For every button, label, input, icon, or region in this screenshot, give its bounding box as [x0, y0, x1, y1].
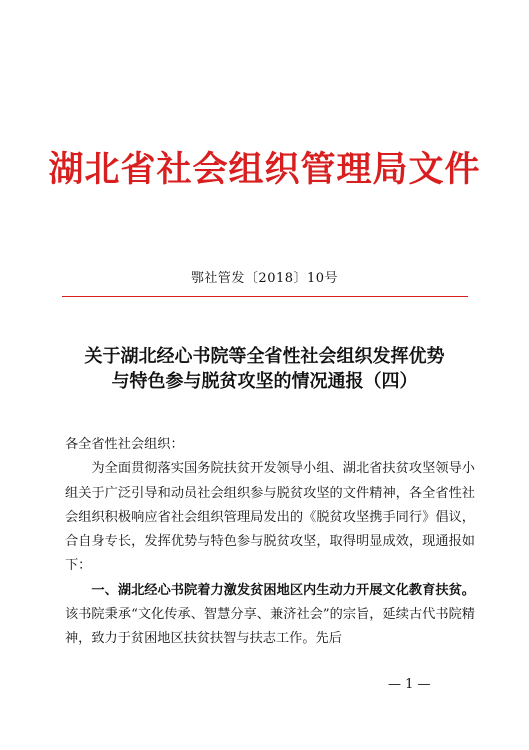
red-divider-rule	[62, 296, 468, 297]
page-number: — 1 —	[388, 677, 431, 692]
salutation: 各全省性社会组织：	[65, 437, 184, 452]
document-body	[65, 433, 475, 652]
document-title	[40, 344, 489, 394]
section-1-text: 该书院秉承“文化传承、智慧分享、兼济社会”的宗旨，延续古代书院精神，致力于贫困地区扶贫扶智与扶志工作。先后	[65, 607, 475, 647]
paragraph-section-1	[65, 579, 475, 652]
document-masthead: 湖北省社会组织管理局文件	[48, 150, 481, 190]
section-1-heading: 一、湖北经心书院着力激发贫困地区内生动力开展文化教育扶贫。	[91, 582, 475, 598]
document-title-line-2: 与特色参与脱贫攻坚的情况通报（四）	[111, 371, 418, 392]
document-number: 鄂社管发〔2018〕10号	[190, 271, 339, 286]
document-title-line-1: 关于湖北经心书院等全省性社会组织发挥优势	[84, 346, 445, 367]
paragraph-intro: 为全面贯彻落实国务院扶贫开发领导小组、湖北省扶贫攻坚领导小组关于广泛引导和动员社会组织参与脱贫攻坚的文件精神，各全省性社会组织积极响应省社会组织管理局发出的《脱贫攻坚携手同行》倡议，合自身专长，发挥优势与特色参与脱贫攻坚，取得明显成效，现通报如下：	[65, 461, 475, 574]
